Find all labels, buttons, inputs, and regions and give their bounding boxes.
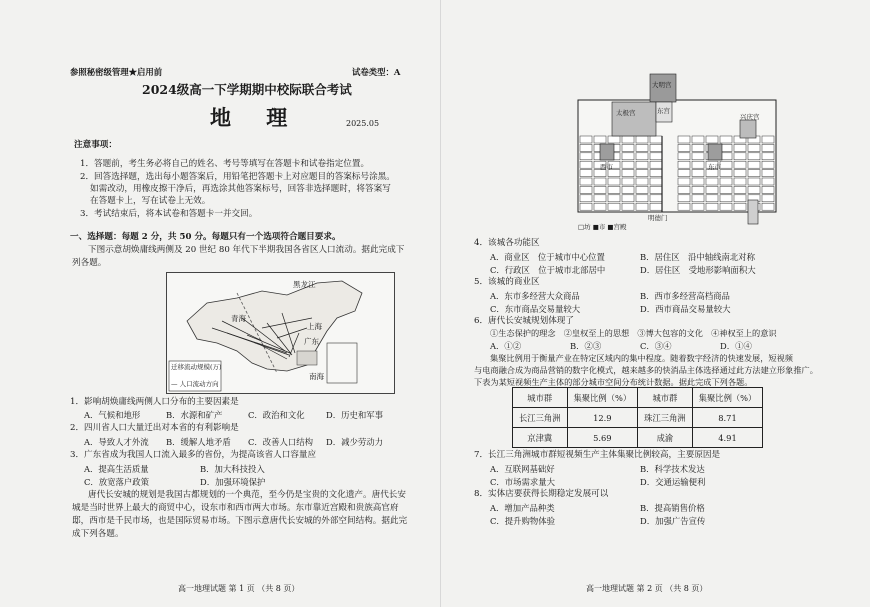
city-block [636,144,648,151]
map-label-south-sea: 南海 [309,372,324,381]
q3-option-b[interactable]: B．加大科技投入 [200,464,265,474]
city-block [692,203,704,210]
city-block [636,136,648,143]
q3-option-a[interactable]: A．提高生活质量 [84,464,149,474]
plan-label-west-market: 西市 [600,163,613,171]
q6-option-d[interactable]: D．①④ [720,341,752,351]
changan-city-plan [570,72,802,232]
city-block [580,136,592,143]
map-label-qinghai: 青海 [231,314,246,323]
table-cell: 12.9 [567,408,638,428]
city-block [650,170,662,177]
table-cell: 5.69 [567,428,638,448]
note-2-cont-b: 在答题卡上，写在试卷上无效。 [90,196,211,206]
city-block [762,203,774,210]
city-block [734,144,746,151]
q2-option-b[interactable]: B．缓解人地矛盾 [166,437,231,447]
city-grid-figure [570,72,802,232]
city-block [748,153,760,160]
city-block [720,203,732,210]
note-1: 1．答题前，考生务必将自己的姓名、考号等填写在答题卡和试卷指定位置。 [80,159,370,169]
note-2-cont: 如需改动，用橡皮擦干净后，再选涂其他答案标号，回答非选择题时，将答案写 [90,184,391,194]
question-2: 2．四川省人口大量迁出对本省的有利影响是 [70,423,239,433]
city-block [748,144,760,151]
table-header-cell: 城市群 [638,388,693,408]
city-block [692,136,704,143]
intro-2-line-4: 成下列各题。 [72,529,124,539]
city-block [720,186,732,193]
intro-2-line-2: 城是当时世界上最大的商贸中心，设东市和西市两大市场。东市靠近宫殿和贵族高官府 [72,503,399,513]
city-block [580,153,592,160]
intro-3-line-2: 与电商融合成为商品营销的数字化模式，越来越多的快消品主体选择通过此方法建立形象推广。 [474,365,818,375]
question-8: 8．实体店要获得长期稳定发展可以 [474,489,609,499]
paper-type: 试卷类型：A [352,67,401,77]
city-block [720,170,732,177]
section-1-heading: 一、选择题：每题 2 分，共 50 分。每题只有一个选项符合题目要求。 [70,232,341,242]
q2-option-c[interactable]: C．改善人口结构 [248,437,314,447]
city-block [762,170,774,177]
city-block [678,195,690,202]
city-block [762,153,774,160]
city-block [734,186,746,193]
plan-label-xingqing: 兴庆宫 [740,113,760,121]
china-map-figure [167,273,394,393]
city-block [678,178,690,185]
city-block [650,178,662,185]
subject-title: 地 理 [210,105,302,130]
city-block [720,195,732,202]
city-block [692,178,704,185]
city-block [636,153,648,160]
q7-option-b[interactable]: B．科学技术发达 [640,464,705,474]
city-block [594,136,606,143]
q7-option-d[interactable]: D．交通运输便利 [640,477,706,487]
city-block [720,161,732,168]
city-block [580,186,592,193]
city-block [594,186,606,193]
map-legend-note: — 人口流动方向 [171,380,219,388]
city-block [720,136,732,143]
city-block [720,178,732,185]
city-block [678,203,690,210]
note-3: 3．考试结束后，将本试卷和答题卡一并交回。 [80,209,258,219]
q8-option-c[interactable]: C．提升购物体验 [490,516,556,526]
city-block [580,161,592,168]
q8-option-d[interactable]: D．加强广告宣传 [640,516,706,526]
table-cell: 长江三角洲 [513,408,568,428]
city-block [678,186,690,193]
table-cell: 4.91 [692,428,763,448]
city-block [580,203,592,210]
city-block [762,161,774,168]
city-block [650,144,662,151]
city-block [762,144,774,151]
q7-option-c[interactable]: C．市场需求量大 [490,477,556,487]
city-block [706,136,718,143]
city-block [622,153,634,160]
city-block [748,161,760,168]
fold-line [440,0,441,607]
city-block [762,178,774,185]
map-legend-title: 迁移流动规模(万) [171,363,222,371]
intro-3-line-3: 下表为某短视频生产主体的部分城市空间分布统计数据。据此完成下列各题。 [474,377,753,387]
intro-1-line-1: 下图示意胡焕庸线两侧及 20 世纪 80 年代下半期我国各省区人口流动。据此完成下 [88,245,405,255]
city-block [678,144,690,151]
city-block [734,170,746,177]
city-block [706,186,718,193]
city-block [650,136,662,143]
table-header-cell: 城市群 [513,388,568,408]
page-2 [470,0,830,607]
plan-label-east-palace: 东宫 [657,107,670,115]
city-block [678,136,690,143]
city-block [608,186,620,193]
q8-option-a[interactable]: A．增加产品种类 [490,503,555,513]
city-block [622,170,634,177]
notes-heading: 注意事项： [74,140,117,150]
q3-option-c[interactable]: C．放宽落户政策 [84,477,150,487]
city-block [692,153,704,160]
q3-option-d[interactable]: D．加强环境保护 [200,477,266,487]
city-block [748,178,760,185]
q2-option-d[interactable]: D．减少劳动力 [326,437,383,447]
city-block [636,178,648,185]
q1-option-b[interactable]: B．水源和矿产 [166,410,223,420]
city-block [678,161,690,168]
intro-1-line-2: 列各题。 [72,258,107,268]
page-2-footer: 高一地理试题 第 2 页 （共 8 页） [586,584,708,593]
city-block [580,170,592,177]
intro-2-line-3: 邸，西市是千民市场，也是国际贸易市场。下图示意唐代长安城的外部空间结构。据此完 [72,516,408,526]
table-cell: 8.71 [692,408,763,428]
city-block [734,153,746,160]
city-block [748,170,760,177]
city-block [622,178,634,185]
q4-option-a[interactable]: A．商业区 位于城市中心位置 [490,252,605,262]
city-block [622,186,634,193]
city-block [636,170,648,177]
question-5: 5．该城的商业区 [474,277,540,287]
city-block [706,203,718,210]
city-block [636,186,648,193]
population-flow-map [166,272,395,394]
map-label-guangdong: 广东 [304,337,319,346]
plan-label-daming: 大明宫 [652,81,672,89]
city-block [622,203,634,210]
map-label-heilongjiang: 黑龙江 [293,280,316,289]
q5-option-b[interactable]: B．西市多经营高档商品 [640,291,730,301]
q1-option-c[interactable]: C．政治和文化 [248,410,305,420]
city-block [580,195,592,202]
city-block [622,195,634,202]
note-2: 2．回答选择题，选出每小题答案后，用铅笔把答题卡上对应题目的答案标号涂黑。 [80,172,395,182]
q6-option-c[interactable]: C．③④ [640,341,672,351]
city-block [608,178,620,185]
city-block [762,195,774,202]
city-block [678,153,690,160]
city-block [734,161,746,168]
page-1-footer: 高一地理试题 第 1 页 （共 8 页） [178,584,300,593]
table-header-cell: 集聚比例（%） [567,388,638,408]
q4-option-d[interactable]: D．居住区 受地形影响面积大 [640,265,756,275]
city-block [608,136,620,143]
city-block [608,203,620,210]
city-block [622,144,634,151]
intro-3-line-1: 集聚比例用于衡量产业在特定区域内的集中程度。随着数字经济的快速发展，短视频 [490,353,793,363]
city-block [692,161,704,168]
city-block [636,161,648,168]
exam-date: 2025.05 [346,119,380,128]
city-block [608,195,620,202]
city-block [594,195,606,202]
cluster-ratio-table [512,387,763,448]
plan-label-taiji: 太极宫 [616,109,636,117]
q4-option-c[interactable]: C．行政区 位于城市北部居中 [490,265,606,275]
city-block [650,203,662,210]
city-block [650,161,662,168]
question-7: 7．长江三角洲城市群短视频生产主体集聚比例较高，主要原因是 [474,450,721,460]
city-block [762,136,774,143]
table-header-row [513,388,763,408]
plan-label-mingde-gate: 明德门 [648,214,668,222]
exam-title: 2024级高一下学期期中校际联合考试 [142,82,352,97]
question-6: 6．唐代长安城规划体现了 [474,316,574,326]
page-1 [58,0,418,607]
q1-option-a[interactable]: A．气候和地形 [84,410,141,420]
city-block [580,178,592,185]
table-cell: 珠江三角洲 [638,408,693,428]
q1-option-d[interactable]: D．历史和军事 [326,410,383,420]
q5-option-a[interactable]: A．东市多经营大众商品 [490,291,580,301]
city-block [678,170,690,177]
q6-statements: ①生态保护的理念 ②皇权至上的思想 ③博大包容的文化 ④神权至上的意识 [490,328,777,338]
plan-legend: □坊 ■市 ■宫殿 [578,223,627,231]
confidential-label: 参照秘密级管理★启用前 [70,67,163,77]
q2-option-a[interactable]: A．导致人才外流 [84,437,149,447]
city-block [692,186,704,193]
plan-label-east-market: 东市 [708,163,721,171]
map-label-shanghai: 上海 [307,322,322,331]
table-row [513,408,763,428]
intro-2-line-1: 唐代长安城的规划是我国古都规划的一个典范，至今仍是宝贵的文化遗产。唐代长安 [88,490,406,500]
q6-option-a[interactable]: A．①② [490,341,522,351]
q8-option-b[interactable]: B．提高销售价格 [640,503,705,513]
city-block [706,178,718,185]
table-cell: 成渝 [638,428,693,448]
city-block [636,195,648,202]
city-block [692,170,704,177]
city-block [706,195,718,202]
city-block [622,136,634,143]
q5-option-c[interactable]: C．东市商品交易量较大 [490,304,581,314]
q5-option-d[interactable]: D．西市商品交易量较大 [640,304,731,314]
city-block [748,186,760,193]
city-block [734,195,746,202]
city-block [734,178,746,185]
table-header-cell: 集聚比例（%） [692,388,763,408]
question-1: 1．影响胡焕庸线两侧人口分布的主要因素是 [70,397,239,407]
table-cell: 京津冀 [513,428,568,448]
city-block [622,161,634,168]
city-block [650,186,662,193]
city-block [692,195,704,202]
question-4: 4．该城各功能区 [474,238,540,248]
city-block [762,186,774,193]
city-block [734,203,746,210]
city-block [580,144,592,151]
q7-option-a[interactable]: A．互联网基础好 [490,464,555,474]
table-row [513,428,763,448]
city-block [650,153,662,160]
q6-option-b[interactable]: B．②③ [570,341,602,351]
city-block [636,203,648,210]
city-block [594,203,606,210]
city-block [650,195,662,202]
city-block [594,178,606,185]
q4-option-b[interactable]: B．居住区 沿中轴线南北对称 [640,252,756,262]
city-block [692,144,704,151]
question-3: 3．广东省成为我国人口流入最多的省份，为提高该省人口容量应 [70,450,317,460]
